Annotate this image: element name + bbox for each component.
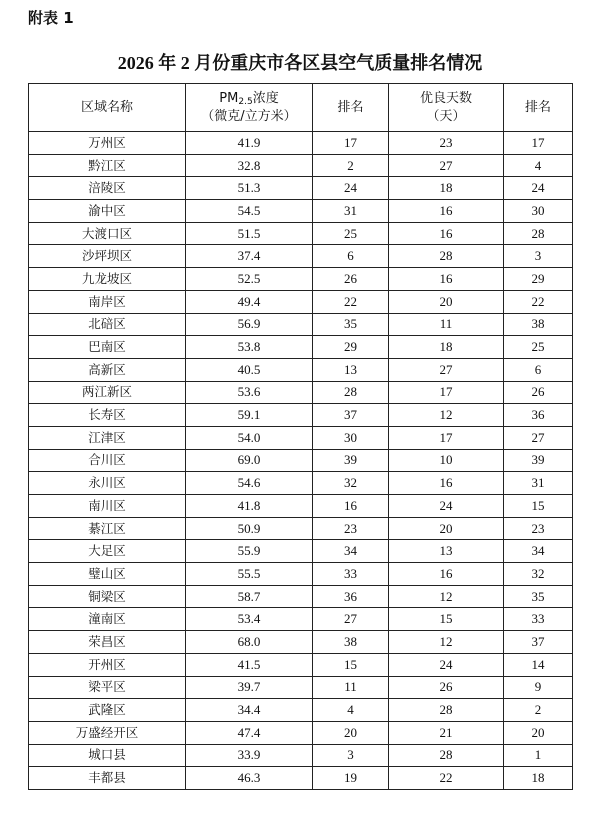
header-pm25-rank: 排名 xyxy=(313,84,389,132)
pm25-cell: 69.0 xyxy=(186,449,313,472)
good-days-rank-cell: 22 xyxy=(504,290,573,313)
good-days-cell: 16 xyxy=(389,472,504,495)
region-cell: 永川区 xyxy=(29,472,186,495)
region-cell: 两江新区 xyxy=(29,381,186,404)
good-days-cell: 12 xyxy=(389,585,504,608)
table-row xyxy=(29,222,573,245)
pm25-rank-cell: 29 xyxy=(313,336,389,359)
good-days-rank-cell: 33 xyxy=(504,608,573,631)
good-days-cell: 10 xyxy=(389,449,504,472)
good-days-cell: 28 xyxy=(389,245,504,268)
header-good-days-unit: （天） xyxy=(426,108,466,124)
table-row xyxy=(29,358,573,381)
pm25-cell: 53.4 xyxy=(186,608,313,631)
region-cell: 渝中区 xyxy=(29,200,186,223)
table-row xyxy=(29,699,573,722)
table-row xyxy=(29,336,573,359)
pm25-rank-cell: 35 xyxy=(313,313,389,336)
region-cell: 大足区 xyxy=(29,540,186,563)
pm25-rank-cell: 30 xyxy=(313,426,389,449)
pm25-rank-cell: 38 xyxy=(313,631,389,654)
good-days-cell: 26 xyxy=(389,676,504,699)
pm25-cell: 56.9 xyxy=(186,313,313,336)
good-days-cell: 20 xyxy=(389,290,504,313)
good-days-rank-cell: 25 xyxy=(504,336,573,359)
good-days-rank-cell: 39 xyxy=(504,449,573,472)
good-days-cell: 20 xyxy=(389,517,504,540)
table-row xyxy=(29,200,573,223)
pm25-cell: 58.7 xyxy=(186,585,313,608)
region-cell: 开州区 xyxy=(29,653,186,676)
header-pm25 xyxy=(186,84,313,132)
good-days-rank-cell: 23 xyxy=(504,517,573,540)
pm25-cell: 34.4 xyxy=(186,699,313,722)
region-cell: 大渡口区 xyxy=(29,222,186,245)
pm25-rank-cell: 37 xyxy=(313,404,389,427)
table-row xyxy=(29,631,573,654)
good-days-cell: 17 xyxy=(389,381,504,404)
good-days-rank-cell: 4 xyxy=(504,154,573,177)
pm25-rank-cell: 16 xyxy=(313,495,389,518)
good-days-rank-cell: 17 xyxy=(504,132,573,155)
pm25-cell: 32.8 xyxy=(186,154,313,177)
good-days-rank-cell: 29 xyxy=(504,268,573,291)
pm25-cell: 53.6 xyxy=(186,381,313,404)
good-days-cell: 12 xyxy=(389,404,504,427)
table-body xyxy=(29,132,573,790)
region-cell: 南岸区 xyxy=(29,290,186,313)
header-pm25-prefix: PM xyxy=(219,90,239,106)
table-row xyxy=(29,313,573,336)
good-days-cell: 27 xyxy=(389,154,504,177)
good-days-cell: 21 xyxy=(389,721,504,744)
good-days-cell: 18 xyxy=(389,177,504,200)
region-cell: 长寿区 xyxy=(29,404,186,427)
good-days-cell: 28 xyxy=(389,744,504,767)
good-days-rank-cell: 30 xyxy=(504,200,573,223)
pm25-cell: 68.0 xyxy=(186,631,313,654)
good-days-rank-cell: 2 xyxy=(504,699,573,722)
good-days-rank-cell: 28 xyxy=(504,222,573,245)
pm25-cell: 52.5 xyxy=(186,268,313,291)
pm25-rank-cell: 26 xyxy=(313,268,389,291)
table-row xyxy=(29,540,573,563)
region-cell: 荣昌区 xyxy=(29,631,186,654)
region-cell: 南川区 xyxy=(29,495,186,518)
table-row xyxy=(29,268,573,291)
pm25-cell: 54.6 xyxy=(186,472,313,495)
region-cell: 綦江区 xyxy=(29,517,186,540)
good-days-cell: 11 xyxy=(389,313,504,336)
good-days-rank-cell: 37 xyxy=(504,631,573,654)
header-pm25-label xyxy=(186,90,312,108)
table-row xyxy=(29,381,573,404)
table-row xyxy=(29,132,573,155)
header-pm25-subscript: 2.5 xyxy=(238,96,253,107)
pm25-rank-cell: 3 xyxy=(313,744,389,767)
region-cell: 城口县 xyxy=(29,744,186,767)
pm25-rank-cell: 31 xyxy=(313,200,389,223)
pm25-rank-cell: 17 xyxy=(313,132,389,155)
pm25-cell: 33.9 xyxy=(186,744,313,767)
region-cell: 涪陵区 xyxy=(29,177,186,200)
table-row xyxy=(29,154,573,177)
pm25-rank-cell: 33 xyxy=(313,563,389,586)
pm25-rank-cell: 24 xyxy=(313,177,389,200)
region-cell: 武隆区 xyxy=(29,699,186,722)
pm25-rank-cell: 22 xyxy=(313,290,389,313)
good-days-cell: 16 xyxy=(389,222,504,245)
good-days-cell: 22 xyxy=(389,767,504,790)
region-cell: 巴南区 xyxy=(29,336,186,359)
region-cell: 丰都县 xyxy=(29,767,186,790)
table-row xyxy=(29,744,573,767)
pm25-rank-cell: 25 xyxy=(313,222,389,245)
good-days-rank-cell: 34 xyxy=(504,540,573,563)
region-cell: 梁平区 xyxy=(29,676,186,699)
table-row xyxy=(29,449,573,472)
table-row xyxy=(29,472,573,495)
pm25-cell: 54.5 xyxy=(186,200,313,223)
appendix-label: 附表 1 xyxy=(28,9,74,27)
good-days-cell: 16 xyxy=(389,200,504,223)
pm25-rank-cell: 11 xyxy=(313,676,389,699)
region-cell: 江津区 xyxy=(29,426,186,449)
table-row xyxy=(29,653,573,676)
good-days-rank-cell: 27 xyxy=(504,426,573,449)
region-cell: 万盛经开区 xyxy=(29,721,186,744)
header-good-days xyxy=(389,84,504,132)
region-cell: 黔江区 xyxy=(29,154,186,177)
good-days-rank-cell: 32 xyxy=(504,563,573,586)
region-cell: 万州区 xyxy=(29,132,186,155)
pm25-cell: 41.5 xyxy=(186,653,313,676)
pm25-rank-cell: 28 xyxy=(313,381,389,404)
table-row xyxy=(29,563,573,586)
document-title: 2026 年 2 月份重庆市各区县空气质量排名情况 xyxy=(117,53,483,73)
table-row xyxy=(29,676,573,699)
good-days-cell: 18 xyxy=(389,336,504,359)
good-days-rank-cell: 26 xyxy=(504,381,573,404)
good-days-rank-cell: 31 xyxy=(504,472,573,495)
good-days-cell: 17 xyxy=(389,426,504,449)
air-quality-ranking-table xyxy=(28,83,573,790)
pm25-cell: 37.4 xyxy=(186,245,313,268)
table-header xyxy=(29,84,573,132)
region-cell: 北碚区 xyxy=(29,313,186,336)
pm25-rank-cell: 2 xyxy=(313,154,389,177)
good-days-rank-cell: 24 xyxy=(504,177,573,200)
pm25-cell: 50.9 xyxy=(186,517,313,540)
good-days-rank-cell: 14 xyxy=(504,653,573,676)
region-cell: 九龙坡区 xyxy=(29,268,186,291)
pm25-cell: 47.4 xyxy=(186,721,313,744)
pm25-cell: 39.7 xyxy=(186,676,313,699)
pm25-rank-cell: 4 xyxy=(313,699,389,722)
good-days-rank-cell: 1 xyxy=(504,744,573,767)
pm25-rank-cell: 23 xyxy=(313,517,389,540)
pm25-cell: 53.8 xyxy=(186,336,313,359)
good-days-cell: 28 xyxy=(389,699,504,722)
region-cell: 沙坪坝区 xyxy=(29,245,186,268)
good-days-rank-cell: 35 xyxy=(504,585,573,608)
header-pm25-suffix: 浓度 xyxy=(252,90,279,106)
pm25-cell: 55.5 xyxy=(186,563,313,586)
pm25-rank-cell: 20 xyxy=(313,721,389,744)
good-days-cell: 16 xyxy=(389,563,504,586)
table-header-row xyxy=(29,84,573,132)
good-days-rank-cell: 20 xyxy=(504,721,573,744)
pm25-cell: 49.4 xyxy=(186,290,313,313)
header-good-days-rank: 排名 xyxy=(504,84,573,132)
good-days-cell: 16 xyxy=(389,268,504,291)
table-row xyxy=(29,767,573,790)
pm25-rank-cell: 32 xyxy=(313,472,389,495)
pm25-rank-cell: 15 xyxy=(313,653,389,676)
pm25-rank-cell: 19 xyxy=(313,767,389,790)
good-days-cell: 12 xyxy=(389,631,504,654)
good-days-cell: 24 xyxy=(389,653,504,676)
pm25-rank-cell: 36 xyxy=(313,585,389,608)
pm25-rank-cell: 34 xyxy=(313,540,389,563)
header-pm25-unit: （微克/立方米） xyxy=(201,108,297,124)
table-row xyxy=(29,404,573,427)
good-days-cell: 27 xyxy=(389,358,504,381)
good-days-rank-cell: 15 xyxy=(504,495,573,518)
table-row xyxy=(29,585,573,608)
header-good-days-label: 优良天数 xyxy=(419,90,472,106)
pm25-cell: 54.0 xyxy=(186,426,313,449)
pm25-rank-cell: 6 xyxy=(313,245,389,268)
pm25-cell: 41.9 xyxy=(186,132,313,155)
good-days-rank-cell: 38 xyxy=(504,313,573,336)
good-days-cell: 24 xyxy=(389,495,504,518)
region-cell: 合川区 xyxy=(29,449,186,472)
pm25-cell: 51.3 xyxy=(186,177,313,200)
region-cell: 璧山区 xyxy=(29,563,186,586)
table-row xyxy=(29,245,573,268)
pm25-cell: 40.5 xyxy=(186,358,313,381)
good-days-rank-cell: 36 xyxy=(504,404,573,427)
table-row xyxy=(29,290,573,313)
header-region: 区域名称 xyxy=(29,84,186,132)
table-row xyxy=(29,177,573,200)
pm25-cell: 59.1 xyxy=(186,404,313,427)
pm25-cell: 41.8 xyxy=(186,495,313,518)
good-days-rank-cell: 6 xyxy=(504,358,573,381)
good-days-rank-cell: 18 xyxy=(504,767,573,790)
pm25-rank-cell: 39 xyxy=(313,449,389,472)
table-row xyxy=(29,721,573,744)
table-row xyxy=(29,426,573,449)
region-cell: 铜梁区 xyxy=(29,585,186,608)
good-days-rank-cell: 3 xyxy=(504,245,573,268)
table-row xyxy=(29,608,573,631)
table-row xyxy=(29,495,573,518)
pm25-rank-cell: 13 xyxy=(313,358,389,381)
good-days-cell: 13 xyxy=(389,540,504,563)
region-cell: 高新区 xyxy=(29,358,186,381)
table-row xyxy=(29,517,573,540)
pm25-cell: 51.5 xyxy=(186,222,313,245)
region-cell: 潼南区 xyxy=(29,608,186,631)
pm25-cell: 55.9 xyxy=(186,540,313,563)
good-days-cell: 15 xyxy=(389,608,504,631)
good-days-cell: 23 xyxy=(389,132,504,155)
pm25-rank-cell: 27 xyxy=(313,608,389,631)
good-days-rank-cell: 9 xyxy=(504,676,573,699)
pm25-cell: 46.3 xyxy=(186,767,313,790)
